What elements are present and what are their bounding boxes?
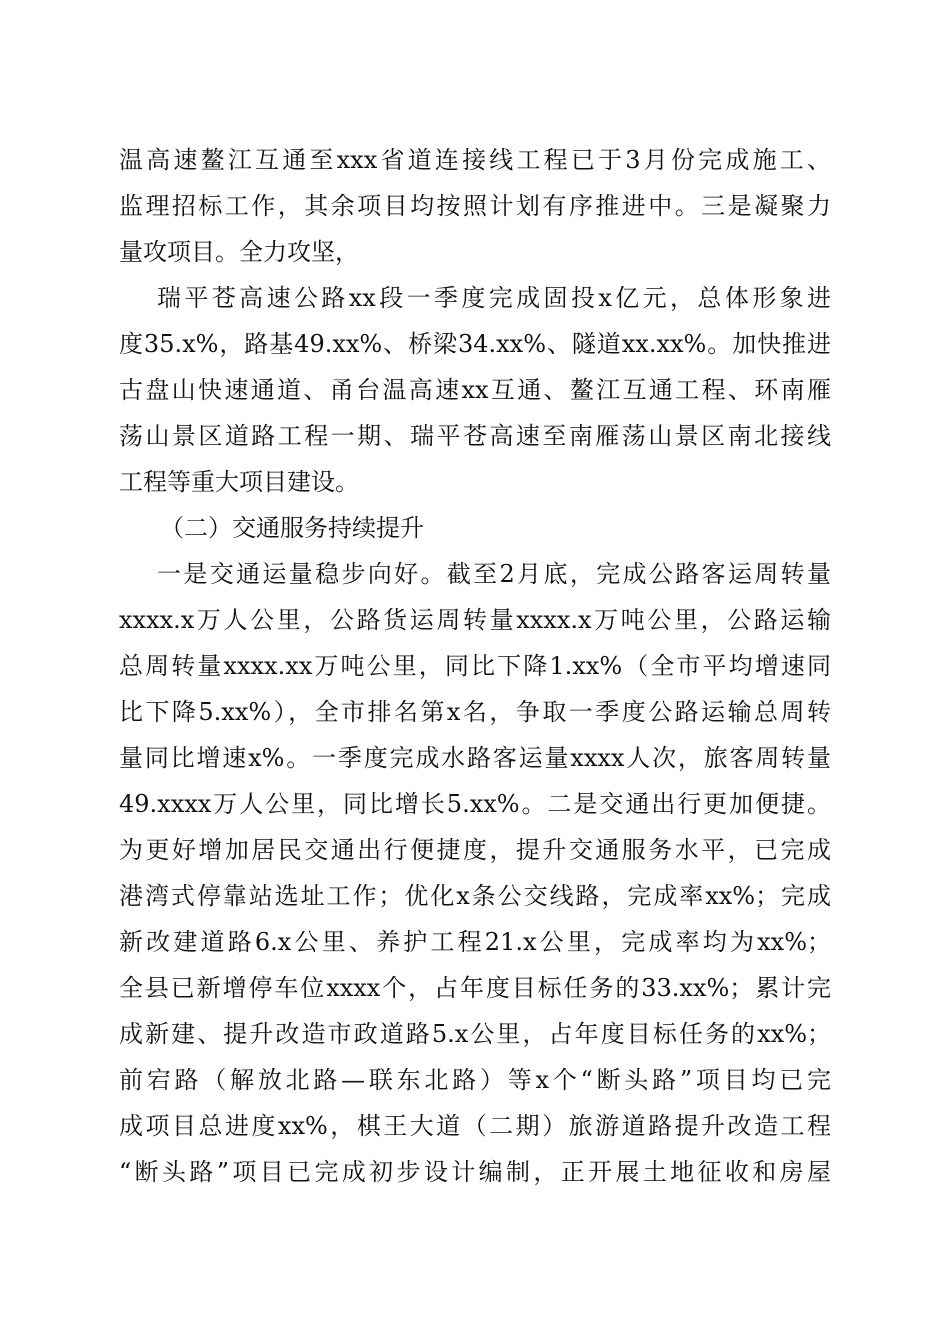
text-line: 港湾式停靠站选址工作；优化x条公交线路，完成率xx%；完成 — [119, 882, 831, 910]
text-line: “断头路”项目已完成初步设计编制，正开展土地征收和房屋 — [119, 1158, 831, 1186]
text-line: 为更好增加居民交通出行便捷度，提升交通服务水平，已完成 — [119, 836, 831, 864]
section-heading: （二）交通服务持续提升 — [160, 514, 424, 542]
text-line: 比下降5.xx%），全市排名第x名，争取一季度公路运输总周转 — [119, 698, 831, 726]
text-line: 总周转量xxxx.xx万吨公里，同比下降1.xx%（全市平均增速同 — [119, 652, 831, 680]
text-line: 全县已新增停车位xxxx个，占年度目标任务的33.xx%；累计完 — [119, 974, 831, 1002]
text-line: 一是交通运量稳步向好。截至2月底，完成公路客运周转量 — [157, 560, 831, 588]
text-line: 前宕路（解放北路—联东北路）等x个“断头路”项目均已完 — [119, 1066, 831, 1094]
text-line: 荡山景区道路工程一期、瑞平苍高速至南雁荡山景区南北接线 — [119, 422, 831, 450]
text-line: 监理招标工作，其余项目均按照计划有序推进中。三是凝聚力 — [119, 192, 831, 220]
text-line: 量同比增速x%。一季度完成水路客运量xxxx人次，旅客周转量 — [119, 744, 831, 772]
text-line: 工程等重大项目建设。 — [119, 468, 359, 496]
text-line: 新改建道路6.x公里、养护工程21.x公里，完成率均为xx%； — [119, 928, 831, 956]
text-line: 温高速鳌江互通至xxx省道连接线工程已于3月份完成施工、 — [119, 146, 831, 174]
text-line: 成项目总进度xx%，棋王大道（二期）旅游道路提升改造工程 — [119, 1112, 831, 1140]
text-line: 成新建、提升改造市政道路5.x公里，占年度目标任务的xx%； — [119, 1020, 831, 1048]
text-line: xxxx.x万人公里，公路货运周转量xxxx.x万吨公里，公路运输 — [119, 606, 831, 634]
text-line: 古盘山快速通道、甬台温高速xx互通、鳌江互通工程、环南雁 — [119, 376, 831, 404]
text-line: 49.xxxx万人公里，同比增长5.xx%。二是交通出行更加便捷。 — [119, 790, 831, 818]
text-line: 量攻项目。全力攻坚， — [119, 238, 359, 266]
text-line: 瑞平苍高速公路xx段一季度完成固投x亿元，总体形象进 — [157, 284, 831, 312]
text-line: 度35.x%，路基49.xx%、桥梁34.xx%、隧道xx.xx%。加快推进 — [119, 330, 831, 358]
